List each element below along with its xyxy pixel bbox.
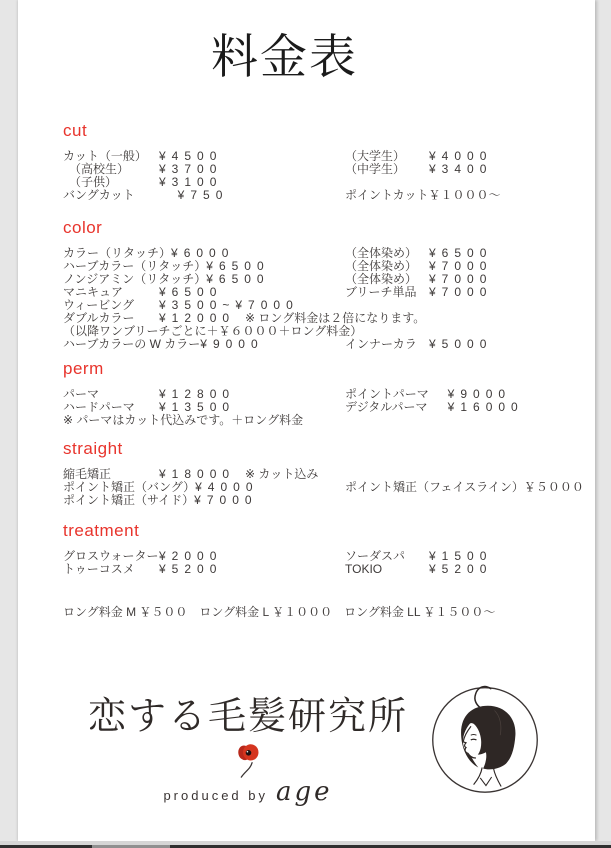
service-label: ソーダスパ — [345, 549, 406, 563]
service-price: ¥7000 — [429, 259, 493, 273]
page-title: 料金表 — [211, 30, 358, 83]
service-price: ¥18000 — [159, 467, 236, 481]
price-row — [63, 150, 587, 163]
service-label: ダブルカラー — [63, 311, 135, 325]
section-header-cut: cut — [63, 121, 88, 140]
service-price: ¥9000 — [200, 337, 264, 351]
service-price: ¥6500 — [159, 285, 223, 299]
price-row — [63, 414, 587, 427]
service-price: ¥7000 — [429, 285, 493, 299]
service-price: ¥1500 — [429, 549, 493, 563]
service-label: パーマ — [63, 387, 100, 401]
girl-portrait-icon — [428, 682, 542, 801]
service-label: ハーブカラーの W カラー — [63, 337, 201, 351]
price-list-page — [18, 0, 595, 841]
service-label: ポイントカット￥１０００～ — [345, 188, 501, 202]
service-price: ¥7000 — [429, 272, 493, 286]
service-label: ポイント矯正（サイド） — [63, 493, 195, 507]
service-price: ¥5000 — [429, 337, 493, 351]
section-perm — [63, 359, 587, 427]
service-label: ポイントパーマ — [345, 387, 429, 401]
price-row — [63, 550, 587, 563]
service-label: ポイント矯正（フェイスライン）￥５０００ — [345, 480, 584, 494]
service-price: ¥750 — [159, 188, 229, 202]
service-label: ポイント矯正（バング） — [63, 480, 196, 494]
salon-logo — [48, 694, 448, 808]
section-header-perm: perm — [63, 359, 104, 378]
service-price: ¥3500~¥7000 — [159, 298, 299, 312]
service-price: ¥4500 — [159, 149, 223, 163]
service-label: TOKIO — [345, 562, 383, 576]
service-price: ¥3700 — [159, 162, 223, 176]
service-label: （高校生） — [63, 162, 130, 176]
price-row — [63, 189, 587, 202]
service-price: ¥6500 — [206, 272, 270, 286]
service-label: （以降ワンブリーチごとに＋￥６０００＋ロング料金） — [63, 324, 363, 338]
service-label: インナーカラ — [345, 337, 417, 351]
price-row — [63, 338, 587, 351]
service-label: カット（一般） — [63, 149, 147, 163]
section-color — [63, 218, 587, 351]
service-label: トゥーコスメ — [63, 562, 135, 576]
section-straight — [63, 439, 587, 507]
service-label: （中学生） — [345, 162, 406, 176]
service-label: （全体染め） — [345, 246, 418, 260]
service-price: ¥12800 — [159, 387, 236, 401]
service-price: ¥4000 — [195, 480, 259, 494]
service-price: ¥16000 — [429, 400, 524, 414]
long-hair-fee-note: ロング料金 M ￥５００ ロング料金 L ￥１０００ ロング料金 LL ￥１５００～ — [63, 605, 496, 619]
service-price: ¥9000 — [429, 387, 512, 401]
service-label: （子供） — [63, 175, 118, 189]
service-price: ¥2000 — [159, 549, 223, 563]
service-label: ノンジアミン（リタッチ） — [63, 272, 207, 286]
price-row — [63, 176, 587, 189]
service-label: ハードパーマ — [63, 400, 135, 414]
price-row — [63, 563, 587, 576]
service-price: ¥5200 — [159, 562, 223, 576]
section-header-treatment: treatment — [63, 521, 140, 540]
service-label: （全体染め） — [345, 259, 418, 273]
section-header-straight: straight — [63, 439, 123, 458]
price-row — [63, 286, 587, 299]
service-label: ハーブカラー（リタッチ） — [63, 259, 207, 273]
service-label: （大学生） — [345, 149, 406, 163]
service-price: ¥12000 — [159, 311, 236, 325]
service-label: バングカット — [63, 188, 135, 202]
service-label: マニキュア — [63, 285, 124, 299]
service-label: ブリーチ単品 — [345, 285, 417, 299]
service-price: ¥13500 — [159, 400, 236, 414]
service-price: ¥6000 — [171, 246, 235, 260]
service-label: グロスウォーター — [63, 549, 159, 563]
poppy-flower-icon — [48, 742, 448, 780]
service-price: ¥6500 — [429, 246, 493, 260]
service-price: ¥5200 — [429, 562, 493, 576]
produced-by-line — [48, 777, 448, 808]
service-label: デジタルパーマ — [345, 400, 428, 414]
brand-name: age — [276, 777, 333, 807]
section-cut — [63, 121, 587, 202]
service-price: ¥7000 — [194, 493, 258, 507]
produced-by-text: produced by — [163, 788, 269, 803]
price-row — [63, 494, 587, 507]
service-note: ※ カット込み — [245, 467, 319, 481]
service-price: ¥4000 — [429, 149, 493, 163]
section-header-color: color — [63, 218, 103, 237]
price-row — [63, 273, 587, 286]
price-row — [63, 163, 587, 176]
service-label: ウィービング — [63, 298, 135, 312]
viewer-bottom-bar — [0, 841, 611, 848]
service-price: ¥3400 — [429, 162, 493, 176]
service-note: ※ パーマはカット代込みです。＋ロング料金 — [63, 413, 304, 427]
section-treatment — [63, 521, 587, 576]
service-label: （全体染め） — [345, 272, 418, 286]
service-note: ※ ロング料金は２倍になります。 — [245, 311, 426, 325]
service-price: ¥6500 — [206, 259, 270, 273]
service-label: 縮毛矯正 — [63, 467, 112, 481]
salon-name: 恋する毛髪研究所 — [87, 696, 408, 738]
service-label: カラー（リタッチ） — [63, 246, 172, 260]
service-price: ¥3100 — [159, 175, 223, 189]
